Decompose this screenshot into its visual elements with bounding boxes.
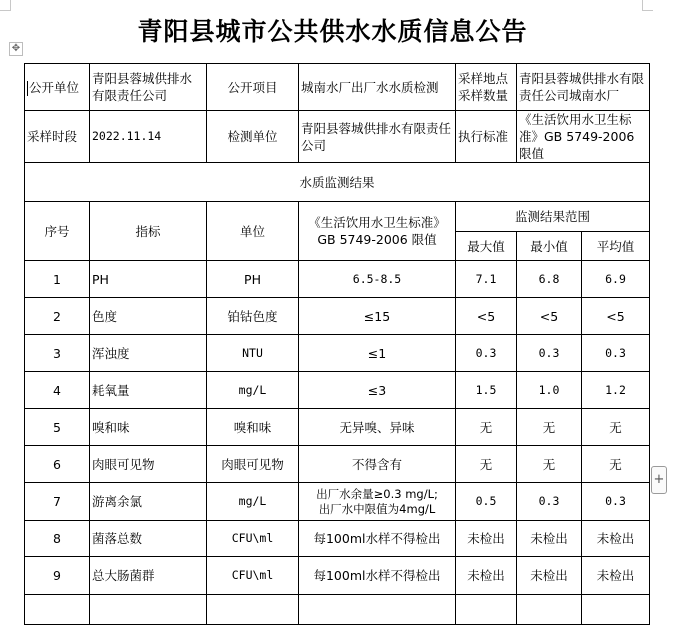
text-cursor xyxy=(27,81,28,96)
cell-unit: 嗅和味 xyxy=(207,409,299,446)
table-row xyxy=(25,335,650,372)
cell-unit: mg/L xyxy=(207,483,299,521)
info-row xyxy=(25,64,650,111)
cell-avg: 未检出 xyxy=(582,521,650,557)
cell-indicator: PH xyxy=(90,261,207,298)
cell-limit xyxy=(299,483,456,521)
water-quality-table xyxy=(24,63,650,625)
cell-min: 无 xyxy=(517,409,582,446)
cell-max: 1.5 xyxy=(456,372,517,409)
cell-limit: ≤3 xyxy=(299,372,456,409)
cell-avg: 0.3 xyxy=(582,483,650,521)
cell-limit: ≤1 xyxy=(299,335,456,372)
cell-min: 0.3 xyxy=(517,483,582,521)
info-value[interactable]: 《生活饮用水卫生标准》GB 5749-2006 限值 xyxy=(517,111,650,163)
cell-indicator: 菌落总数 xyxy=(90,521,207,557)
cell-indicator: 浑浊度 xyxy=(90,335,207,372)
header-row xyxy=(25,202,650,232)
cell-min: 未检出 xyxy=(517,521,582,557)
table-row xyxy=(25,557,650,595)
table-row xyxy=(25,409,650,446)
section-title: 水质监测结果 xyxy=(25,163,650,202)
info-label: 采样时段 xyxy=(25,111,90,163)
info-label: 检测单位 xyxy=(207,111,299,163)
info-label: 执行标准 xyxy=(456,111,517,163)
cell-limit: 无异嗅、异味 xyxy=(299,409,456,446)
cell-indicator: 肉眼可见物 xyxy=(90,446,207,483)
cell-limit: 6.5-8.5 xyxy=(299,261,456,298)
info-value[interactable]: 城南水厂出厂水水质检测 xyxy=(299,64,456,111)
info-row xyxy=(25,111,650,163)
info-value[interactable]: 2022.11.14 xyxy=(90,111,207,163)
add-row-icon[interactable]: + xyxy=(651,466,667,494)
cell-avg: <5 xyxy=(582,298,650,335)
table-row xyxy=(25,298,650,335)
cell-unit: 肉眼可见物 xyxy=(207,446,299,483)
info-value[interactable]: 青阳县蓉城供排水有限责任公司 xyxy=(90,64,207,111)
cell-min: 1.0 xyxy=(517,372,582,409)
info-label: 公开单位 xyxy=(25,64,90,111)
cell-min: 6.8 xyxy=(517,261,582,298)
cell-max: 0.3 xyxy=(456,335,517,372)
table-row xyxy=(25,483,650,521)
page-corner-mark xyxy=(642,0,653,11)
cell-avg: 0.3 xyxy=(582,335,650,372)
cell-unit: CFU\ml xyxy=(207,521,299,557)
cell-empty xyxy=(456,595,517,625)
cell-limit: ≤15 xyxy=(299,298,456,335)
cell-max: <5 xyxy=(456,298,517,335)
page-title: 青阳县城市公共供水水质信息公告 xyxy=(137,17,528,46)
cell-max: 无 xyxy=(456,409,517,446)
header-indicator: 指标 xyxy=(90,202,207,261)
table-row xyxy=(25,446,650,483)
cell-seq: 8 xyxy=(25,521,90,557)
cell-max: 未检出 xyxy=(456,521,517,557)
cell-avg: 无 xyxy=(582,446,650,483)
cell-indicator: 游离余氯 xyxy=(90,483,207,521)
cell-unit: 铂钴色度 xyxy=(207,298,299,335)
info-label: 采样地点采样数量 xyxy=(456,64,517,111)
cell-seq: 5 xyxy=(25,409,90,446)
cell-min: 未检出 xyxy=(517,557,582,595)
header-min: 最小值 xyxy=(517,232,582,261)
cell-empty xyxy=(25,595,90,625)
cell-avg: 未检出 xyxy=(582,557,650,595)
cell-max: 7.1 xyxy=(456,261,517,298)
cell-seq: 3 xyxy=(25,335,90,372)
cell-limit: 不得含有 xyxy=(299,446,456,483)
cell-indicator: 总大肠菌群 xyxy=(90,557,207,595)
cell-indicator: 嗅和味 xyxy=(90,409,207,446)
cell-limit-line: 出厂水余量≥0.3 mg/L; xyxy=(316,486,438,501)
cell-seq: 7 xyxy=(25,483,90,521)
cell-unit: mg/L xyxy=(207,372,299,409)
move-handle-icon[interactable]: ✥ xyxy=(9,42,23,56)
cell-avg: 无 xyxy=(582,409,650,446)
cell-seq: 6 xyxy=(25,446,90,483)
cell-empty xyxy=(517,595,582,625)
cell-unit: PH xyxy=(207,261,299,298)
cell-max: 0.5 xyxy=(456,483,517,521)
section-title-row xyxy=(25,163,650,202)
cell-seq: 1 xyxy=(25,261,90,298)
cell-max: 未检出 xyxy=(456,557,517,595)
cell-avg: 6.9 xyxy=(582,261,650,298)
info-value[interactable]: 青阳县蓉城供排水有限责任公司城南水厂 xyxy=(517,64,650,111)
table-row xyxy=(25,521,650,557)
info-value[interactable]: 青阳县蓉城供排水有限责任公司 xyxy=(299,111,456,163)
cell-min: <5 xyxy=(517,298,582,335)
cell-unit: NTU xyxy=(207,335,299,372)
cell-empty xyxy=(207,595,299,625)
table-row xyxy=(25,372,650,409)
header-unit: 单位 xyxy=(207,202,299,261)
cell-avg: 1.2 xyxy=(582,372,650,409)
cell-empty xyxy=(90,595,207,625)
page-corner-mark xyxy=(0,0,11,11)
header-range: 监测结果范围 xyxy=(456,202,650,232)
cell-limit-line: 出厂水中限值为4mg/L xyxy=(318,501,436,516)
header-avg: 平均值 xyxy=(582,232,650,261)
table-row xyxy=(25,261,650,298)
header-seq: 序号 xyxy=(25,202,90,261)
cell-limit: 每100ml水样不得检出 xyxy=(299,521,456,557)
cell-seq: 2 xyxy=(25,298,90,335)
cell-unit: CFU\ml xyxy=(207,557,299,595)
cell-indicator: 色度 xyxy=(90,298,207,335)
cell-max: 无 xyxy=(456,446,517,483)
cell-empty xyxy=(299,595,456,625)
cell-limit: 每100ml水样不得检出 xyxy=(299,557,456,595)
cell-empty xyxy=(582,595,650,625)
info-label: 公开项目 xyxy=(207,64,299,111)
table-row xyxy=(25,595,650,625)
header-max: 最大值 xyxy=(456,232,517,261)
cell-min: 0.3 xyxy=(517,335,582,372)
cell-seq: 4 xyxy=(25,372,90,409)
cell-seq: 9 xyxy=(25,557,90,595)
cell-min: 无 xyxy=(517,446,582,483)
cell-indicator: 耗氧量 xyxy=(90,372,207,409)
header-limit: 《生活饮用水卫生标准》GB 5749-2006 限值 xyxy=(299,202,456,261)
